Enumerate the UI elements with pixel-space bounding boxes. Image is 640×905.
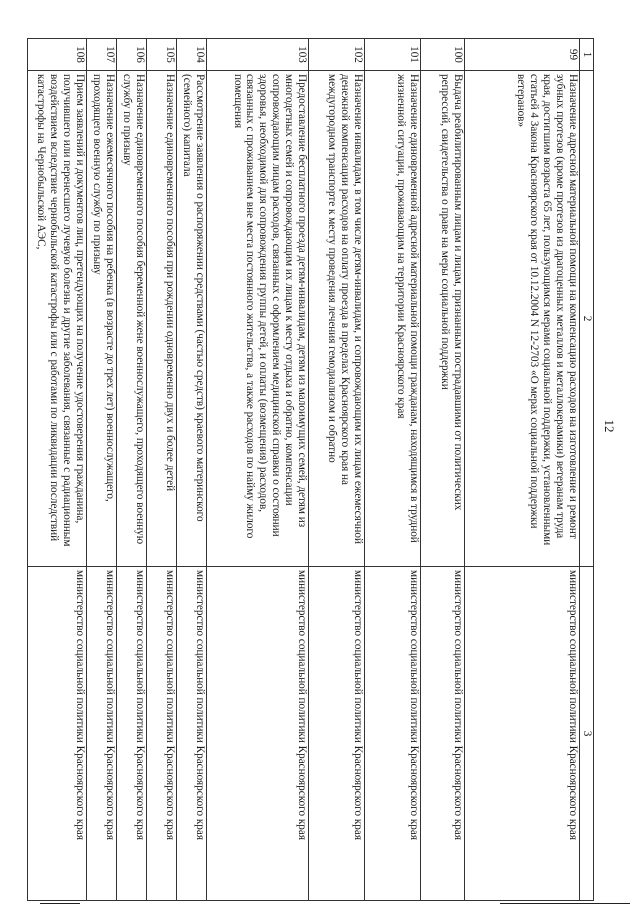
authority-cell: министерство социальной политики Красноярского края (365, 567, 421, 901)
authority-cell: министерство социальной политики Красноярского края (147, 567, 177, 901)
table-row (87, 39, 117, 901)
authority-cell: министерство социальной политики Красноярского края (309, 567, 365, 901)
table-row (309, 39, 365, 901)
page-number: 12 (602, 419, 617, 433)
row-number-cell: 100 (421, 39, 465, 71)
authority-cell: министерство социальной политики Красноярского края (177, 567, 207, 901)
service-name-cell: Рассмотрение заявления о распоряжении средствами (частью средств) краевого материнского (семейного) капитала (177, 71, 207, 567)
rotated-content (35, 38, 594, 900)
authority-cell: министерство социальной политики Красноярского края (87, 567, 117, 901)
table-row (207, 39, 309, 901)
table-row (177, 39, 207, 901)
authority-cell: министерство социальной политики Красноярского края (117, 567, 147, 901)
table-row (147, 39, 177, 901)
table-row (28, 39, 87, 901)
service-name-cell: Назначение единовременного пособия при рождении одновременно двух и более детей (147, 71, 177, 567)
row-number-cell: 103 (207, 39, 309, 71)
row-number-cell: 104 (177, 39, 207, 71)
header-col-3: 3 (580, 567, 594, 901)
row-number-cell: 101 (365, 39, 421, 71)
table-row (421, 39, 465, 901)
row-number-cell: 108 (28, 39, 87, 71)
service-name-cell: Выдача реабилитированным лицам и лицам, признанным пострадавшими от политических репрессий, свидетельства о праве на меры социальной поддержки (421, 71, 465, 567)
row-number-cell: 107 (87, 39, 117, 71)
service-name-cell: Предоставление бесплатного проезда детям-инвалидам, детям из малоимущих семей, детям из многодетных семей и сопровождающим их лицам к месту отдыха и обратно, компенсации сопровождающим лицам расходов, связанных с оформлением медицинской справки о состоянии здоровья, необходимой для сопровождения группы детей, и оплаты (возмещения) расходов, связанных с проживанием вне места постоянного жительства, а также расходов по найму жилого помещения (207, 71, 309, 567)
services-table (27, 38, 594, 901)
service-name-cell: Назначение ежемесячного пособия на ребенка (в возрасте до трех лет) военнослужащего, проходящего военную службу по призыву (87, 71, 117, 567)
authority-cell: министерство социальной политики Красноярского края (465, 567, 580, 901)
authority-cell: министерство социальной политики Красноярского края (207, 567, 309, 901)
row-number-cell: 105 (147, 39, 177, 71)
header-col-1: 1 (580, 39, 594, 71)
service-name-cell: Прием заявлений и документов лиц, претендующих на получение удостоверения гражданина, получившего или перенесшего лучевую болезнь и другие заболевания, связанные с радиационным воздействием вследствие чернобыльской катастрофы или с работами по ликвидации последствий катастрофы на Чернобыльской АЭС, (28, 71, 87, 567)
authority-cell: министерство социальной политики Красноярского края (28, 567, 87, 901)
service-name-cell: Назначение единовременной адресной материальной помощи гражданам, находящимся в трудной жизненной ситуации, проживающим на территории Красноярского края (365, 71, 421, 567)
service-name-cell: Назначение адресной материальной помощи на компенсацию расходов на изготовление и ремонт зубных протезов (кроме протезов из драгоценных металлов и металлокерамики) ветеранам труда края, достигшим возраста 65 лет, пользующимся мерами социальной поддержки, установленными статьей 4 Закона Красноярского края от 10.12.2004 N 12-2703 «О мерах социальной поддержки ветеранов» (465, 71, 580, 567)
row-number-cell: 106 (117, 39, 147, 71)
row-number-cell: 99 (465, 39, 580, 71)
row-number-cell: 102 (309, 39, 365, 71)
table-row (117, 39, 147, 901)
header-col-2: 2 (580, 71, 594, 567)
table-row (365, 39, 421, 901)
bottom-edge-line (40, 903, 80, 904)
service-name-cell: Назначение инвалидам, в том числе детям-инвалидам, и сопровождающим их лицам ежемесячной денежной компенсации расходов на оплату проезда в пределах Красноярского края на междугородном транспорте к месту проведения лечения гемодиализом и обратно (309, 71, 365, 567)
service-name-cell: Назначение единовременного пособия беременной жене военнослужащего, проходящего военную службу по призыву (117, 71, 147, 567)
table-row (465, 39, 580, 901)
table-header-row (580, 39, 594, 901)
bottom-edge-line (500, 903, 630, 904)
authority-cell: министерство социальной политики Красноярского края (421, 567, 465, 901)
